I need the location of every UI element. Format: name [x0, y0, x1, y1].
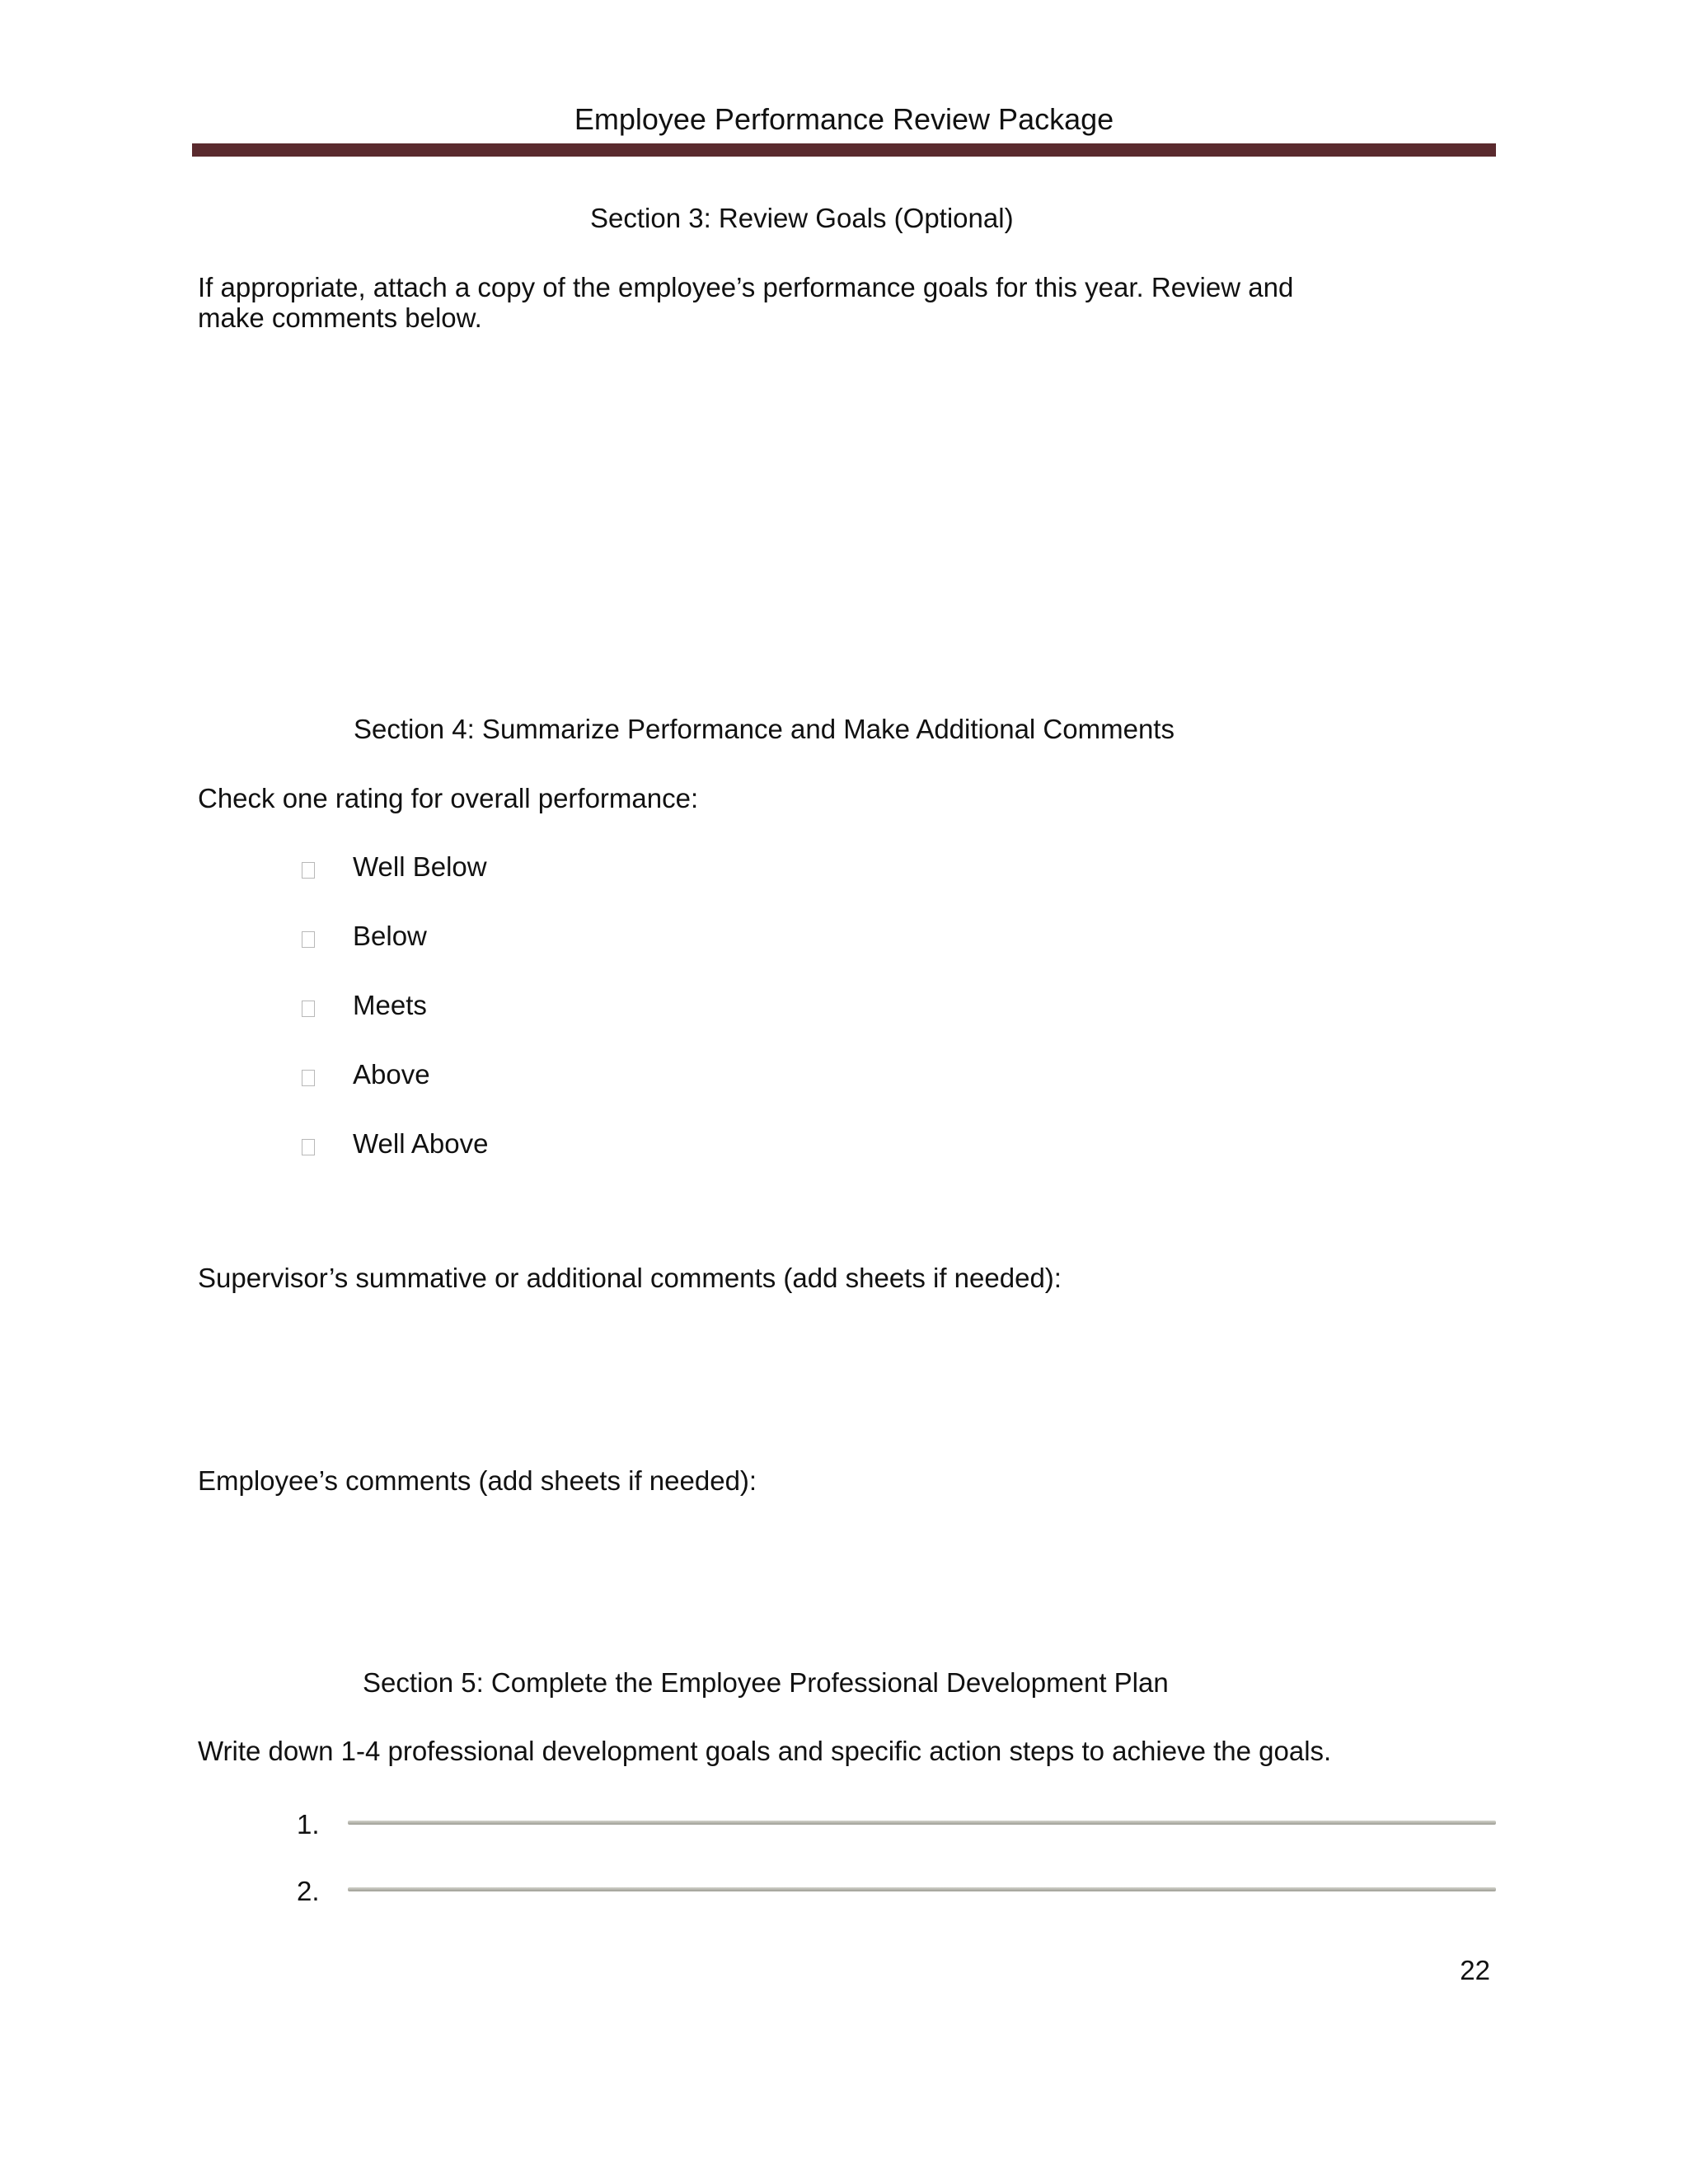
rating-option-well-above[interactable] — [302, 1127, 488, 1160]
rating-option-well-below[interactable] — [302, 851, 487, 883]
section-3-instructions-line-2: make comments below. — [198, 302, 482, 333]
rating-option-above[interactable] — [302, 1058, 430, 1091]
rating-checkbox[interactable] — [302, 931, 315, 948]
goal-entry-1[interactable] — [297, 1806, 1496, 1844]
rating-label: Well Below — [353, 851, 487, 882]
rating-label: Meets — [353, 990, 427, 1020]
document-header-title: Employee Performance Review Package — [574, 102, 1114, 136]
rating-label: Above — [353, 1059, 430, 1090]
page-number: 22 — [1460, 1955, 1490, 1985]
supervisor-comments-label: Supervisor’s summative or additional comments (add sheets if needed): — [198, 1263, 1062, 1293]
section-3-instructions-line-1: If appropriate, attach a copy of the employee’s performance goals for this year. Review and — [198, 272, 1294, 302]
goal-number: 2. — [297, 1876, 320, 1906]
goal-entry-2[interactable] — [297, 1872, 1496, 1910]
rating-option-below[interactable] — [302, 920, 427, 953]
section-5-heading: Section 5: Complete the Employee Professional Development Plan — [363, 1667, 1169, 1698]
rating-checkbox[interactable] — [302, 1001, 315, 1017]
rating-checkbox[interactable] — [302, 862, 315, 879]
employee-comments-label: Employee’s comments (add sheets if needed): — [198, 1465, 757, 1496]
supervisor-comments-area[interactable] — [198, 1306, 1496, 1455]
goal-input-line[interactable] — [348, 1887, 1496, 1891]
goal-input-line[interactable] — [348, 1821, 1496, 1825]
employee-comments-area[interactable] — [198, 1508, 1496, 1657]
goal-number: 1. — [297, 1809, 320, 1840]
rating-checkbox[interactable] — [302, 1070, 315, 1086]
section-3-comments-area[interactable] — [198, 346, 1496, 659]
header-divider — [192, 143, 1496, 157]
section-3-heading: Section 3: Review Goals (Optional) — [590, 203, 1014, 233]
rating-prompt: Check one rating for overall performance: — [198, 783, 699, 813]
rating-checkbox[interactable] — [302, 1139, 315, 1155]
rating-label: Below — [353, 921, 427, 951]
section-5-instructions: Write down 1-4 professional development goals and specific action steps to achieve the goals. — [198, 1736, 1332, 1766]
rating-label: Well Above — [353, 1128, 489, 1159]
rating-option-meets[interactable] — [302, 989, 427, 1022]
section-4-heading: Section 4: Summarize Performance and Make Additional Comments — [354, 714, 1175, 744]
